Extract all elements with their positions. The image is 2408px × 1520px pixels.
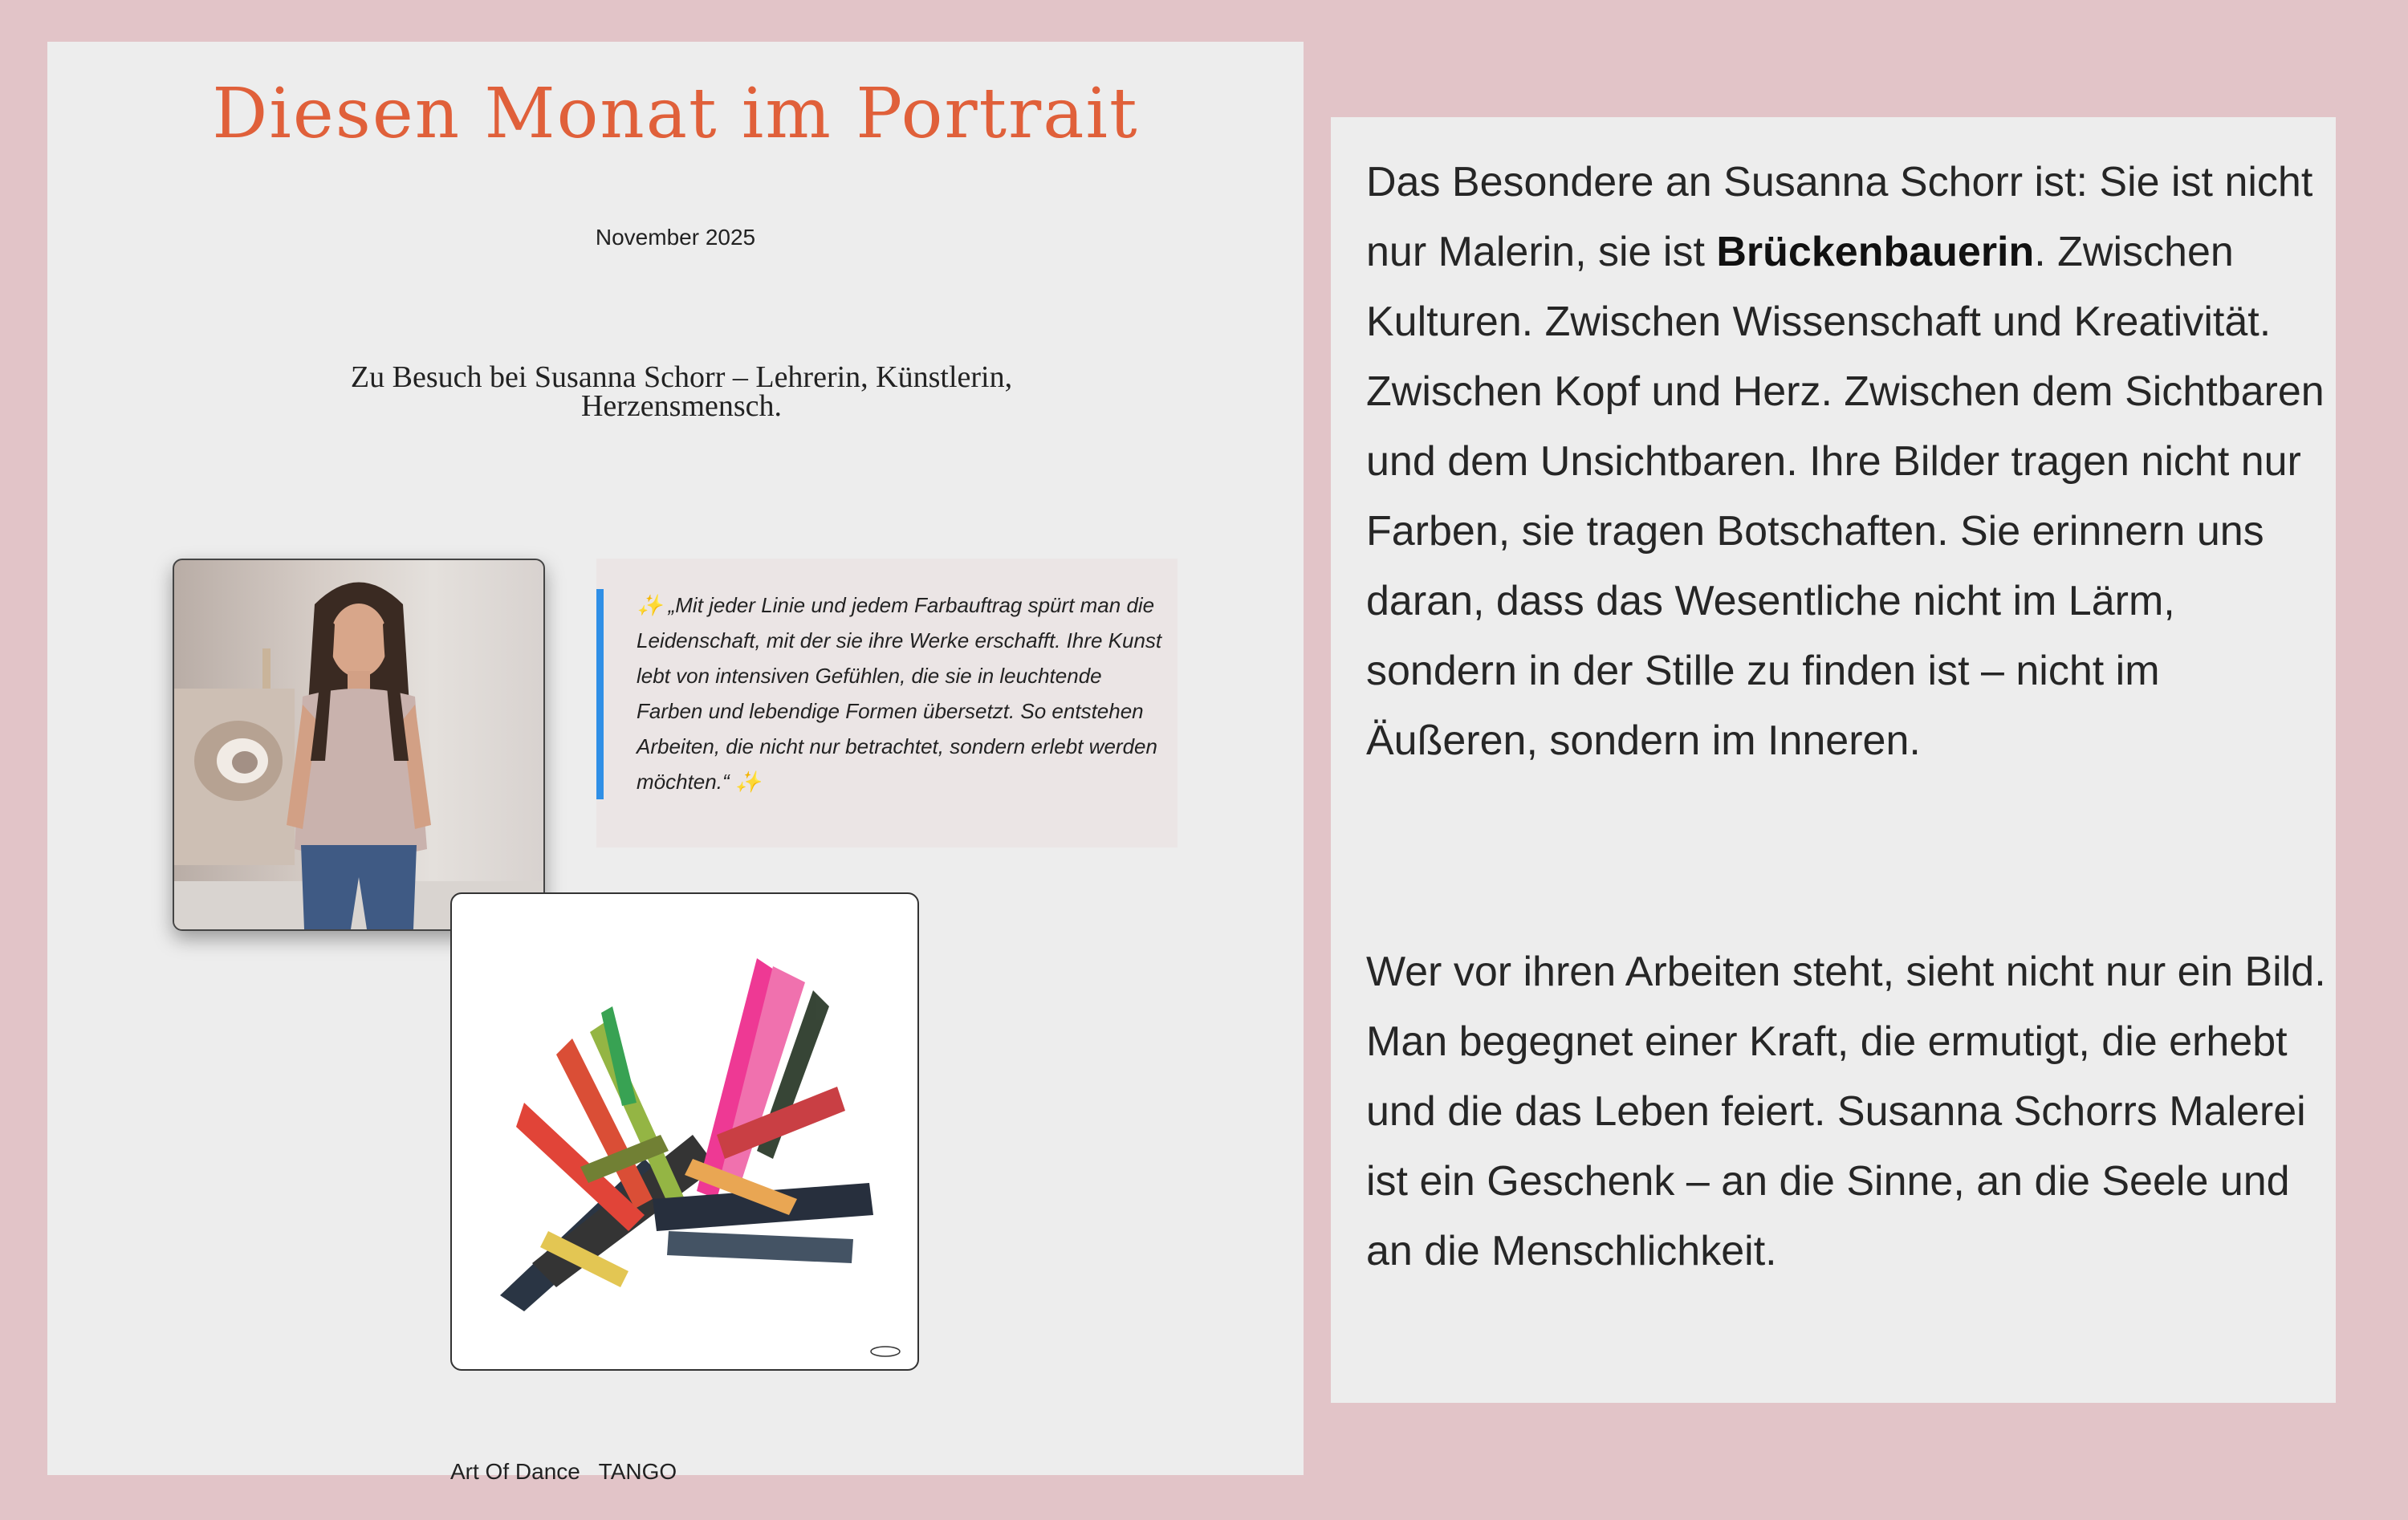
paragraph-text: Das Besondere an Susanna Schorr ist: Sie ist nicht nur Malerin, sie ist	[1366, 159, 2313, 275]
article-paragraph-2: Wer vor ihren Arbeiten steht, sieht nicht nur ein Bild. Man begegnet einer Kraft, die ermutigt, die erhebt und die das Leben feiert. Susanna Schorrs Malerei ist ein Geschenk – an die Sinne, an die Seele und an die Menschlichkeit.	[1366, 949, 2326, 1274]
artist-portrait-image	[173, 559, 545, 931]
bold-keyword: Brückenbauerin	[1716, 229, 2035, 275]
quote-text	[637, 587, 1166, 799]
abstract-painting-illustration	[452, 894, 917, 1369]
quote-accent-bar	[596, 589, 604, 799]
page-subtitle: Zu Besuch bei Susanna Schorr – Lehrerin, Künstlerin, Herzensmensch.	[350, 360, 1013, 423]
page-title: Diesen Monat im Portrait	[212, 74, 1139, 154]
quote-body: „Mit jeder Linie und jedem Farbauftrag spürt man die Leidenschaft, mit der sie ihre Werke erschafft. Ihre Kunst lebt von intensiven Gefühlen, die sie in leuchtende Farben und lebendige Formen übersetzt. So entstehen Arbeiten, die nicht nur betrachtet, sondern erlebt werden möchten.“	[637, 593, 1162, 794]
artist-portrait-illustration	[174, 560, 543, 929]
article-paragraph-1	[1366, 148, 2329, 776]
sparkle-icon: ✨	[734, 770, 762, 794]
quote-box	[596, 559, 1178, 847]
portrait-section	[47, 42, 1304, 1484]
issue-date: November 2025	[595, 225, 756, 250]
artwork-caption: Art Of Dance TANGO	[450, 1459, 677, 1484]
artwork-image	[450, 892, 919, 1371]
article-panel	[1331, 117, 2336, 1403]
paragraph-text: . Zwischen Kulturen. Zwischen Wissenschaft und Kreativität. Zwischen Kopf und Herz. Zwischen dem Sichtbaren und dem Unsichtbaren. Ihre Bilder tragen nicht nur Farben, sie tragen Botschaften. Sie erinnern uns daran, dass das Wesentliche nicht im Lärm, sondern in der Stille zu finden ist – nicht im Äußeren, sondern im Inneren.	[1366, 229, 2325, 764]
sparkle-icon: ✨	[637, 593, 663, 617]
